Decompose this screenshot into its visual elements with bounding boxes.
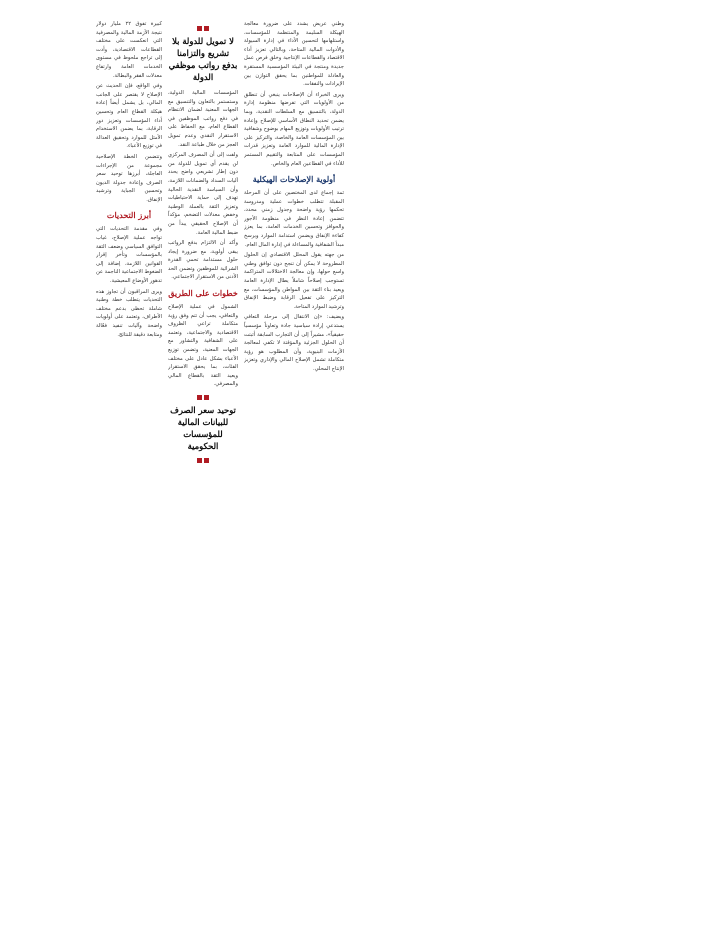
paragraph: من جهته يقول المحلل الاقتصادي إن الحلول المطروحة لا يمكن أن تنجح دون توافق وطني واسع حولها، وإن معالجة الاختلالات المتراكمة تستوجب إصلاحاً شاملاً يطال الإدارة العامة ويعيد بناء الثقة بين المواطن والمؤسسات، مع التركيز على تفعيل الرقابة وضبط الإنفاق وترشيد الموارد المتاحة. xyxy=(244,252,344,310)
column-left xyxy=(96,20,162,341)
section-marker-icon xyxy=(197,458,209,463)
headline-no-funding: لا تمويل للدولة بلا تشريع والتزامنا بدفع رواتب موظفي الدولة xyxy=(168,36,238,82)
column-middle xyxy=(168,20,238,467)
paragraph: وفي مقدمة التحديات التي تواجه عملية الإصلاح، غياب التوافق السياسي وضعف الثقة بالمؤسسات وتأخر إقرار القوانين اللازمة، إضافة إلى الضغوط الاجتماعية الناجمة عن تدهور الأوضاع المعيشية. xyxy=(96,226,162,285)
section-marker-icon xyxy=(197,26,209,31)
paragraph: الشمول في عملية الإصلاح والتعافي، يجب أن تتم وفق رؤية متكاملة تراعي الظروف الاقتصادية والاجتماعية، وتعتمد على الشفافية والتشاور مع الجهات المعنية، وتضمن توزيع الأعباء بشكل عادل على مختلف الفئات، بما يحقق الاستقرار ويعيد الثقة بالقطاع المالي والمصرفي. xyxy=(168,304,238,388)
paragraph: ولفت إلى أن المصرف المركزي لن يقدم أي تمويل للدولة من دون إطار تشريعي واضح يحدد آليات السداد والضمانات اللازمة، وأن السياسة النقدية الحالية تهدف إلى حماية الاحتياطيات وتعزيز الثقة بالعملة الوطنية وخفض معدلات التضخم، مؤكداً أن الإصلاح الحقيقي يبدأ من ضبط المالية العامة. xyxy=(168,152,238,236)
paragraph: كبيرة تفوق ٢٢ مليار دولار نتيجة الأزمة المالية والمصرفية التي انعكست على مختلف القطاعات الاقتصادية، وأدت إلى تراجع ملحوظ في مستوى الخدمات العامة وارتفاع معدلات الفقر والبطالة. xyxy=(96,21,162,79)
subheading-structural-reforms: أولوية الإصلاحات الهيكلية xyxy=(252,174,336,185)
section-marker-icon xyxy=(197,395,209,400)
column-right xyxy=(244,20,344,376)
paragraph: وأكد أن الالتزام بدفع الرواتب يبقى أولوية، مع ضرورة إيجاد حلول مستدامة تحمي القدرة الشرائية للموظفين وتضمن الحد الأدنى من الاستقرار الاجتماعي. xyxy=(168,240,238,281)
paragraph: وتتضمن الخطة الإصلاحية مجموعة من الإجراءات العاجلة، أبرزها توحيد سعر الصرف وإعادة جدولة الديون وتحسين الجباية وترشيد الإنفاق. xyxy=(96,153,162,203)
subheading-main-challenges: أبرز التحديات xyxy=(106,210,152,221)
paragraph: ويرى الخبراء أن الإصلاحات ينبغي أن تنطلق من الأولويات التي تفرضها منظومة إدارة الدولة، بالتنسيق مع السلطات النقدية، وبما يضمن تحديد النطاق الأساسي للإصلاح وإعادة ترتيب الأولويات وتوزيع المهام بوضوح وشفافية بين المؤسسات العامة والخاصة، والتركيز على الإدارة المالية للموارد العامة وتعزيز قدرات المؤسسات على المتابعة والتقييم المستمر للأداء في القطاعين العام والخاص. xyxy=(244,91,344,167)
paragraph: ثمة إجماع لدى المختصين على أن المرحلة المقبلة تتطلب خطوات عملية ومدروسة تحكمها رؤية واضحة وجدول زمني محدد، تتضمن إعادة النظر في منظومة الأجور والحوافز وتحسين الخدمات العامة، بما يعزز كفاءة الإنفاق ويضمن استدامة الموارد ويرسخ مبدأ الشفافية والمساءلة في إدارة المال العام. xyxy=(244,190,344,248)
paragraph: ويضيف: «إن الانتقال إلى مرحلة التعافي يستدعي إرادة سياسية جادة وتعاوناً مؤسسياً حقيقياً»، مشيراً إلى أن التجارب السابقة أثبتت أن الحلول الجزئية والمؤقتة لا تكفي لمعالجة الأزمات البنيوية، وأن المطلوب هو رؤية متكاملة تشمل الإصلاح المالي والإداري وتعزيز الإنتاج المحلي. xyxy=(244,314,344,372)
paragraph: ويرى المراقبون أن تجاوز هذه التحديات يتطلب خطة وطنية شاملة تحظى بدعم مختلف الأطراف، وتعتمد على أولويات واضحة وآليات تنفيذ فعّالة ومتابعة دقيقة للنتائج. xyxy=(96,288,162,338)
subheading-steps-on-road: خطوات على الطريق xyxy=(168,288,238,299)
paragraph: وفي الواقع، فإن الحديث عن الإصلاح لا يقتصر على الجانب المالي، بل يشمل أيضاً إعادة هيكلة القطاع العام وتحسين أداء المؤسسات وتعزيز دور الرقابة، بما يضمن الاستخدام الأمثل للموارد وتحقيق العدالة في توزيع الأعباء. xyxy=(96,83,162,150)
paragraph: المؤسسات المالية الدولية، وستستمر بالتعاون والتنسيق مع الجهات المعنية لضمان الانتظام في دفع رواتب الموظفين في القطاع العام، مع الحفاظ على الاستقرار النقدي وعدم تمويل العجز من خلال طباعة النقد. xyxy=(168,90,238,148)
headline-exchange-rate: توحيد سعر الصرف للبيانات المالية للمؤسسات الحكومية xyxy=(170,405,236,451)
paragraph: وطني عريض يشدد على ضرورة معالجة الهيكلة السليمة والمنتظمة للمؤسسات، واستلهامها لتحسين الأداء في إدارة السيولة والأدوات المالية المتاحة، وبالتالي تعزيز أداء الاقتصاد والقطاعات الإنتاجية وخلق فرص عمل جديدة ومنتجة في البيئة المؤسسية المستقرة والعادلة للمواطنين بما يحقق التوازن بين الإيرادات والنفقات. xyxy=(244,21,344,88)
